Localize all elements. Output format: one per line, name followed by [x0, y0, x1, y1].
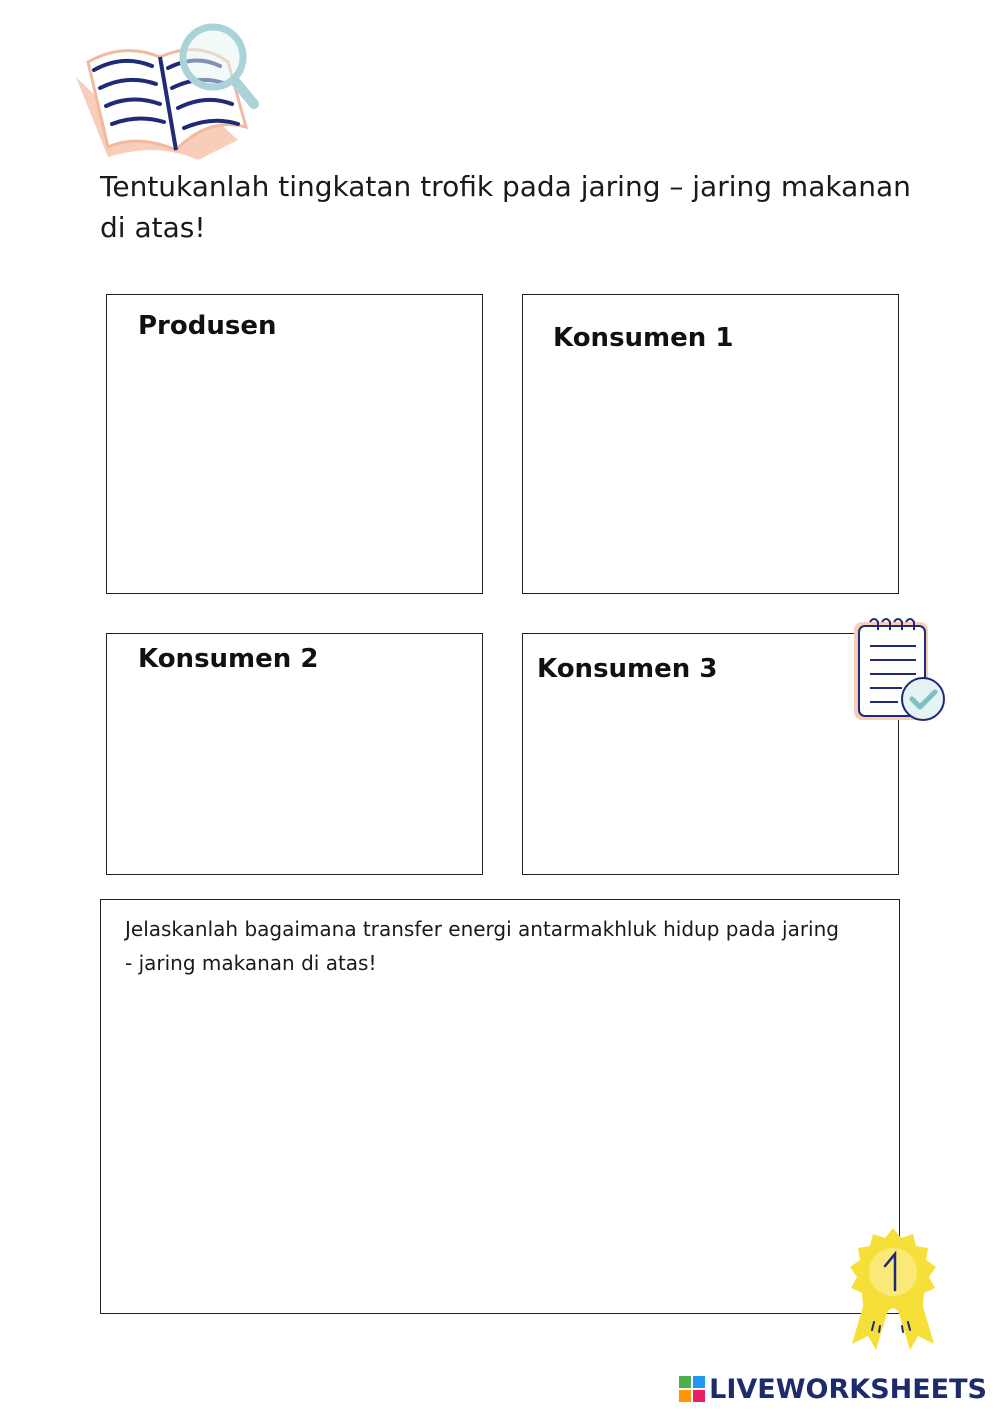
instruction-text: Tentukanlah tingkatan trofik pada jaring – jaring makanan di atas!: [100, 170, 911, 244]
liveworksheets-mark-icon: [679, 1376, 705, 1402]
brand-text: LIVEWORKSHEETS: [709, 1373, 987, 1405]
konsumen-2-box[interactable]: [106, 633, 483, 875]
konsumen-1-label: Konsumen 1: [553, 323, 734, 353]
produsen-box[interactable]: [106, 294, 483, 594]
award-ribbon-icon: [838, 1226, 948, 1356]
liveworksheets-logo: [679, 1373, 987, 1405]
open-book-magnifier-icon: [68, 22, 268, 167]
produsen-label: Produsen: [138, 311, 277, 341]
notepad-check-icon: [850, 616, 950, 726]
konsumen-1-box[interactable]: [522, 294, 899, 594]
konsumen-2-label: Konsumen 2: [138, 644, 319, 674]
konsumen-3-box[interactable]: [522, 633, 899, 875]
konsumen-3-label: Konsumen 3: [537, 654, 718, 684]
explanation-question: Jelaskanlah bagaimana transfer energi antarmakhluk hidup pada jaring - jaring makanan di atas!: [125, 917, 839, 975]
explanation-box[interactable]: [100, 899, 900, 1314]
